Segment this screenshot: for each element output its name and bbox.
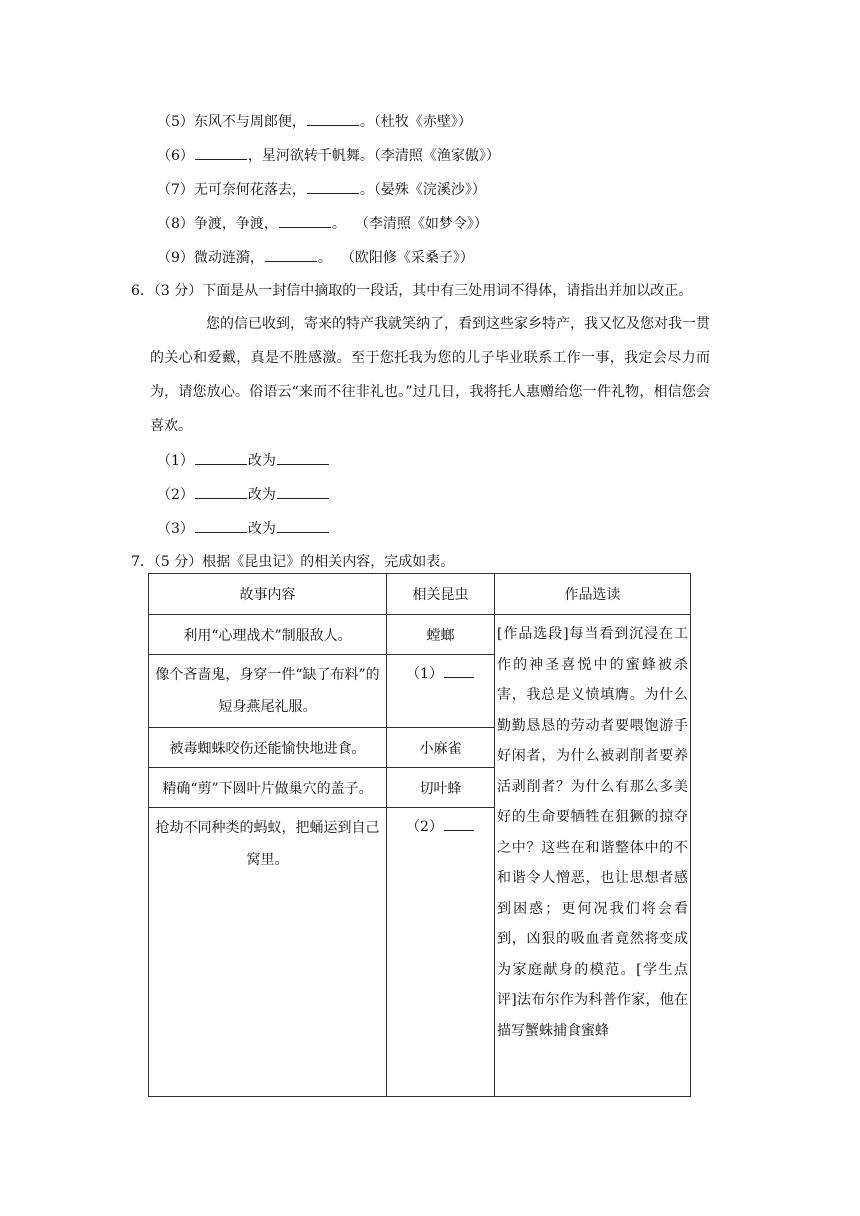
- poem-line-6: （6） ，星河欲转千帆舞。（李清照《渔家傲》）: [157, 145, 500, 166]
- insect-cell: 切叶蜂: [387, 768, 495, 808]
- answer-blank[interactable]: [195, 145, 247, 160]
- table-row: [149, 615, 691, 655]
- insect-cell: （1）: [387, 655, 495, 728]
- question-6-stem: 6．（3 分）下面是从一封信中摘取的一段话，其中有三处用词不得体，请指出并加以改正。: [131, 283, 693, 299]
- story-cell: 像个吝啬鬼，身穿一件“缺了布料”的短身燕尾礼服。: [149, 655, 387, 728]
- answer-blank[interactable]: [265, 247, 317, 262]
- insect-cell: 小麻雀: [387, 728, 495, 768]
- header-story: 故事内容: [149, 574, 387, 615]
- correction-line-3: （3） 改为: [157, 518, 330, 539]
- corrected-word-blank[interactable]: [277, 484, 329, 499]
- insect-answer-blank[interactable]: [444, 663, 474, 678]
- story-cell: 精确“剪”下圆叶片做巢穴的盖子。: [149, 768, 387, 808]
- insect-cell: 螳螂: [387, 615, 495, 655]
- header-excerpt: 作品选读: [495, 574, 691, 615]
- header-insect: 相关昆虫: [387, 574, 495, 615]
- insect-answer-blank[interactable]: [444, 816, 474, 831]
- poem-line-8: （8）争渡，争渡， 。 （李清照《如梦令》）: [157, 213, 488, 234]
- poem-line-5: （5）东风不与周郎便， 。（杜牧《赤壁》）: [157, 111, 472, 132]
- answer-blank[interactable]: [279, 213, 331, 228]
- question-7-stem: 7．（5 分）根据《昆虫记》的相关内容，完成如表。: [131, 554, 455, 570]
- correction-line-2: （2） 改为: [157, 484, 330, 505]
- story-cell: 利用“心理战术”制服敌人。: [149, 615, 387, 655]
- corrected-word-blank[interactable]: [277, 518, 329, 533]
- poem-line-7: （7）无可奈何花落去， 。（晏殊《浣溪沙》）: [157, 179, 486, 200]
- story-cell: 被毒蜘蛛咬伤还能愉快地进食。: [149, 728, 387, 768]
- answer-blank[interactable]: [307, 179, 359, 194]
- letter-passage: 您的信已收到，寄来的特产我就笑纳了，看到这些家乡特产，我又忆及您对我一贯的关心和爱戴，真是不胜感激。至于您托我为您的儿子毕业联系工作一事，我定会尽力而为，请您放心。俗语云“来而不往非礼也。”过几日，我将托人惠赠给您一件礼物，相信您会喜欢。: [150, 316, 710, 434]
- excerpt-cell: [作品选段]每当看到沉浸在工作的神圣喜悦中的蜜蜂被杀害，我总是义愤填膺。为什么勤勤恳恳的劳动者要喂饱游手好闲者，为什么被剥削者要养活剥削者？为什么有那么多美好的生命要牺牲在狙獗的掠夺之中？这些在和谐整体中的不和谐令人憎恶，也让思想者感到困惑；更何况我们将会看到，凶狠的吸血者竟然将变成为家庭献身的模范。[学生点评]法布尔作为科普作家，他在描写蟹蛛捕食蜜蜂: [495, 615, 691, 1097]
- story-cell: 抢劫不同种类的蚂蚁，把蛹运到自己窝里。: [149, 808, 387, 1097]
- insect-cell: （2）: [387, 808, 495, 1097]
- wrong-word-blank[interactable]: [195, 518, 247, 533]
- wrong-word-blank[interactable]: [195, 450, 247, 465]
- correction-line-1: （1） 改为: [157, 450, 330, 471]
- wrong-word-blank[interactable]: [195, 484, 247, 499]
- table-header-row: [149, 574, 691, 615]
- corrected-word-blank[interactable]: [277, 450, 329, 465]
- poem-line-9: （9）微动涟漪， 。 （欧阳修《采桑子》）: [157, 247, 474, 268]
- insect-table: [148, 573, 691, 1097]
- answer-blank[interactable]: [307, 111, 359, 126]
